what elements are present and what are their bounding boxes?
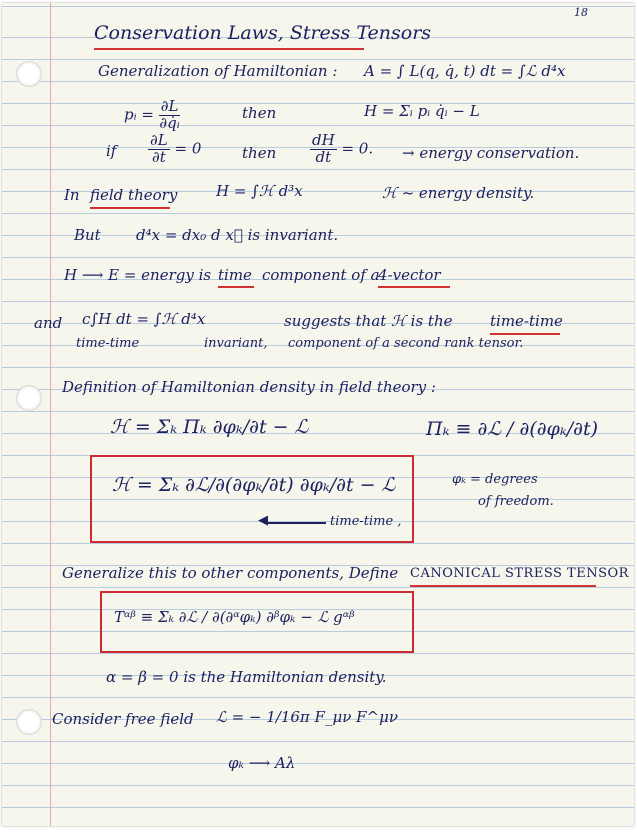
time-integral-eq: c∫H dt = ∫ℋ d⁴x [82, 310, 206, 328]
hamiltonian-density-definition: Definition of Hamiltonian density in field theory : [62, 378, 436, 396]
equals-zero-1: = 0 [174, 139, 202, 158]
equals-zero-2: = 0. [341, 139, 374, 158]
momentum-fraction [159, 99, 181, 132]
in-word: In [64, 186, 80, 204]
component-of-text: component of a [262, 266, 380, 284]
consider-free-field-text: Consider free field [52, 710, 194, 728]
time-word: time [218, 266, 252, 284]
dH-dt-fraction [310, 133, 337, 166]
time-derivative-L [148, 133, 201, 166]
suggests-text: suggests that ℋ is the [284, 312, 453, 330]
generalization-text: Generalization of Hamiltonian : [98, 62, 338, 80]
dH-dt-den: dt [315, 147, 332, 166]
invariant-volume-eq: d⁴x = dx₀ d x⃗ is invariant. [136, 226, 339, 244]
time-underline [218, 286, 254, 288]
momentum-frac-den: ∂q̇ᵢ [159, 113, 180, 132]
stress-tensor-eq: Tᵅᵝ ≡ Σₖ ∂ℒ / ∂(∂ᵅφₖ) ∂ᵝφₖ − ℒ gᵅᵝ [114, 608, 355, 626]
dL-dt-fraction [148, 133, 170, 166]
field-theory-text: field theory [90, 186, 178, 204]
field-hamiltonian-eq: H = ∫ℋ d³x [216, 182, 303, 200]
and-word: and [34, 314, 63, 332]
notebook-page [2, 3, 634, 826]
momentum-frac-num: ∂L [160, 97, 179, 115]
second-rank-tensor-note: component of a second rank tensor. [288, 336, 524, 351]
hamiltonian-density-box [90, 455, 414, 543]
canonical-underline [410, 585, 596, 587]
momentum-lhs-text: pᵢ = [124, 105, 154, 124]
degrees-of-freedom-1: φₖ = degrees [452, 472, 538, 487]
but-word: But [74, 226, 101, 244]
then-word-2: then [242, 144, 277, 162]
momentum-lhs [124, 99, 180, 132]
energy-statement: H ⟶ E = energy is [64, 266, 212, 284]
title-underline [94, 48, 364, 50]
alpha-beta-note: α = β = 0 is the Hamiltonian density. [106, 668, 387, 686]
field-mapping-eq: φₖ ⟶ Aλ [228, 754, 296, 772]
then-word-1: then [242, 104, 277, 122]
boxed-hamiltonian-eq: ℋ = Σₖ ∂ℒ/∂(∂φₖ/∂t) ∂φₖ/∂t − ℒ [112, 474, 396, 496]
arrow-head-icon: ◀ [258, 513, 268, 528]
page-title: Conservation Laws, Stress Tensors [94, 22, 432, 44]
dL-dt-num: ∂L [150, 131, 168, 149]
time-time-label: time-time , [330, 514, 402, 529]
conjugate-momentum-eq: Πₖ ≡ ∂ℒ / ∂(∂φₖ/∂t) [426, 418, 599, 440]
action-equation: A = ∫ L(q, q̇, t) dt = ∫ℒ d⁴x [364, 62, 566, 80]
margin-line [50, 3, 51, 826]
time-time-text: time-time [490, 312, 563, 330]
free-field-lagrangian: ℒ = − 1/16π F_μν F^μν [216, 708, 398, 726]
time-time-arrow [264, 522, 326, 524]
four-vector-underline [378, 286, 450, 288]
hamiltonian-equation: H = Σᵢ pᵢ q̇ᵢ − L [364, 102, 480, 120]
canonical-stress-tensor-text: CANONICAL STRESS TENSOR [410, 566, 629, 581]
hamiltonian-density-eq: ℋ = Σₖ Πₖ ∂φₖ/∂t − ℒ [110, 416, 309, 438]
page-number: 18 [574, 6, 588, 19]
binder-hole-bottom [16, 709, 42, 735]
degrees-of-freedom-2: of freedom. [478, 494, 554, 509]
four-vector-text: 4-vector [378, 266, 441, 284]
dH-dt [310, 133, 373, 166]
invariant-subnote: invariant, [204, 336, 268, 351]
generalize-text: Generalize this to other components, Define [62, 564, 399, 582]
energy-density-note: ℋ ~ energy density. [382, 184, 535, 202]
binder-hole-top [16, 61, 42, 87]
time-time-subnote: time-time [76, 336, 140, 351]
binder-hole-middle [16, 385, 42, 411]
dH-dt-num: dH [312, 131, 335, 149]
field-theory-underline [90, 207, 170, 209]
dL-dt-den: ∂t [151, 147, 166, 166]
time-time-underline [490, 333, 560, 335]
if-word: if [106, 142, 117, 160]
energy-conservation-note: → energy conservation. [402, 144, 580, 162]
